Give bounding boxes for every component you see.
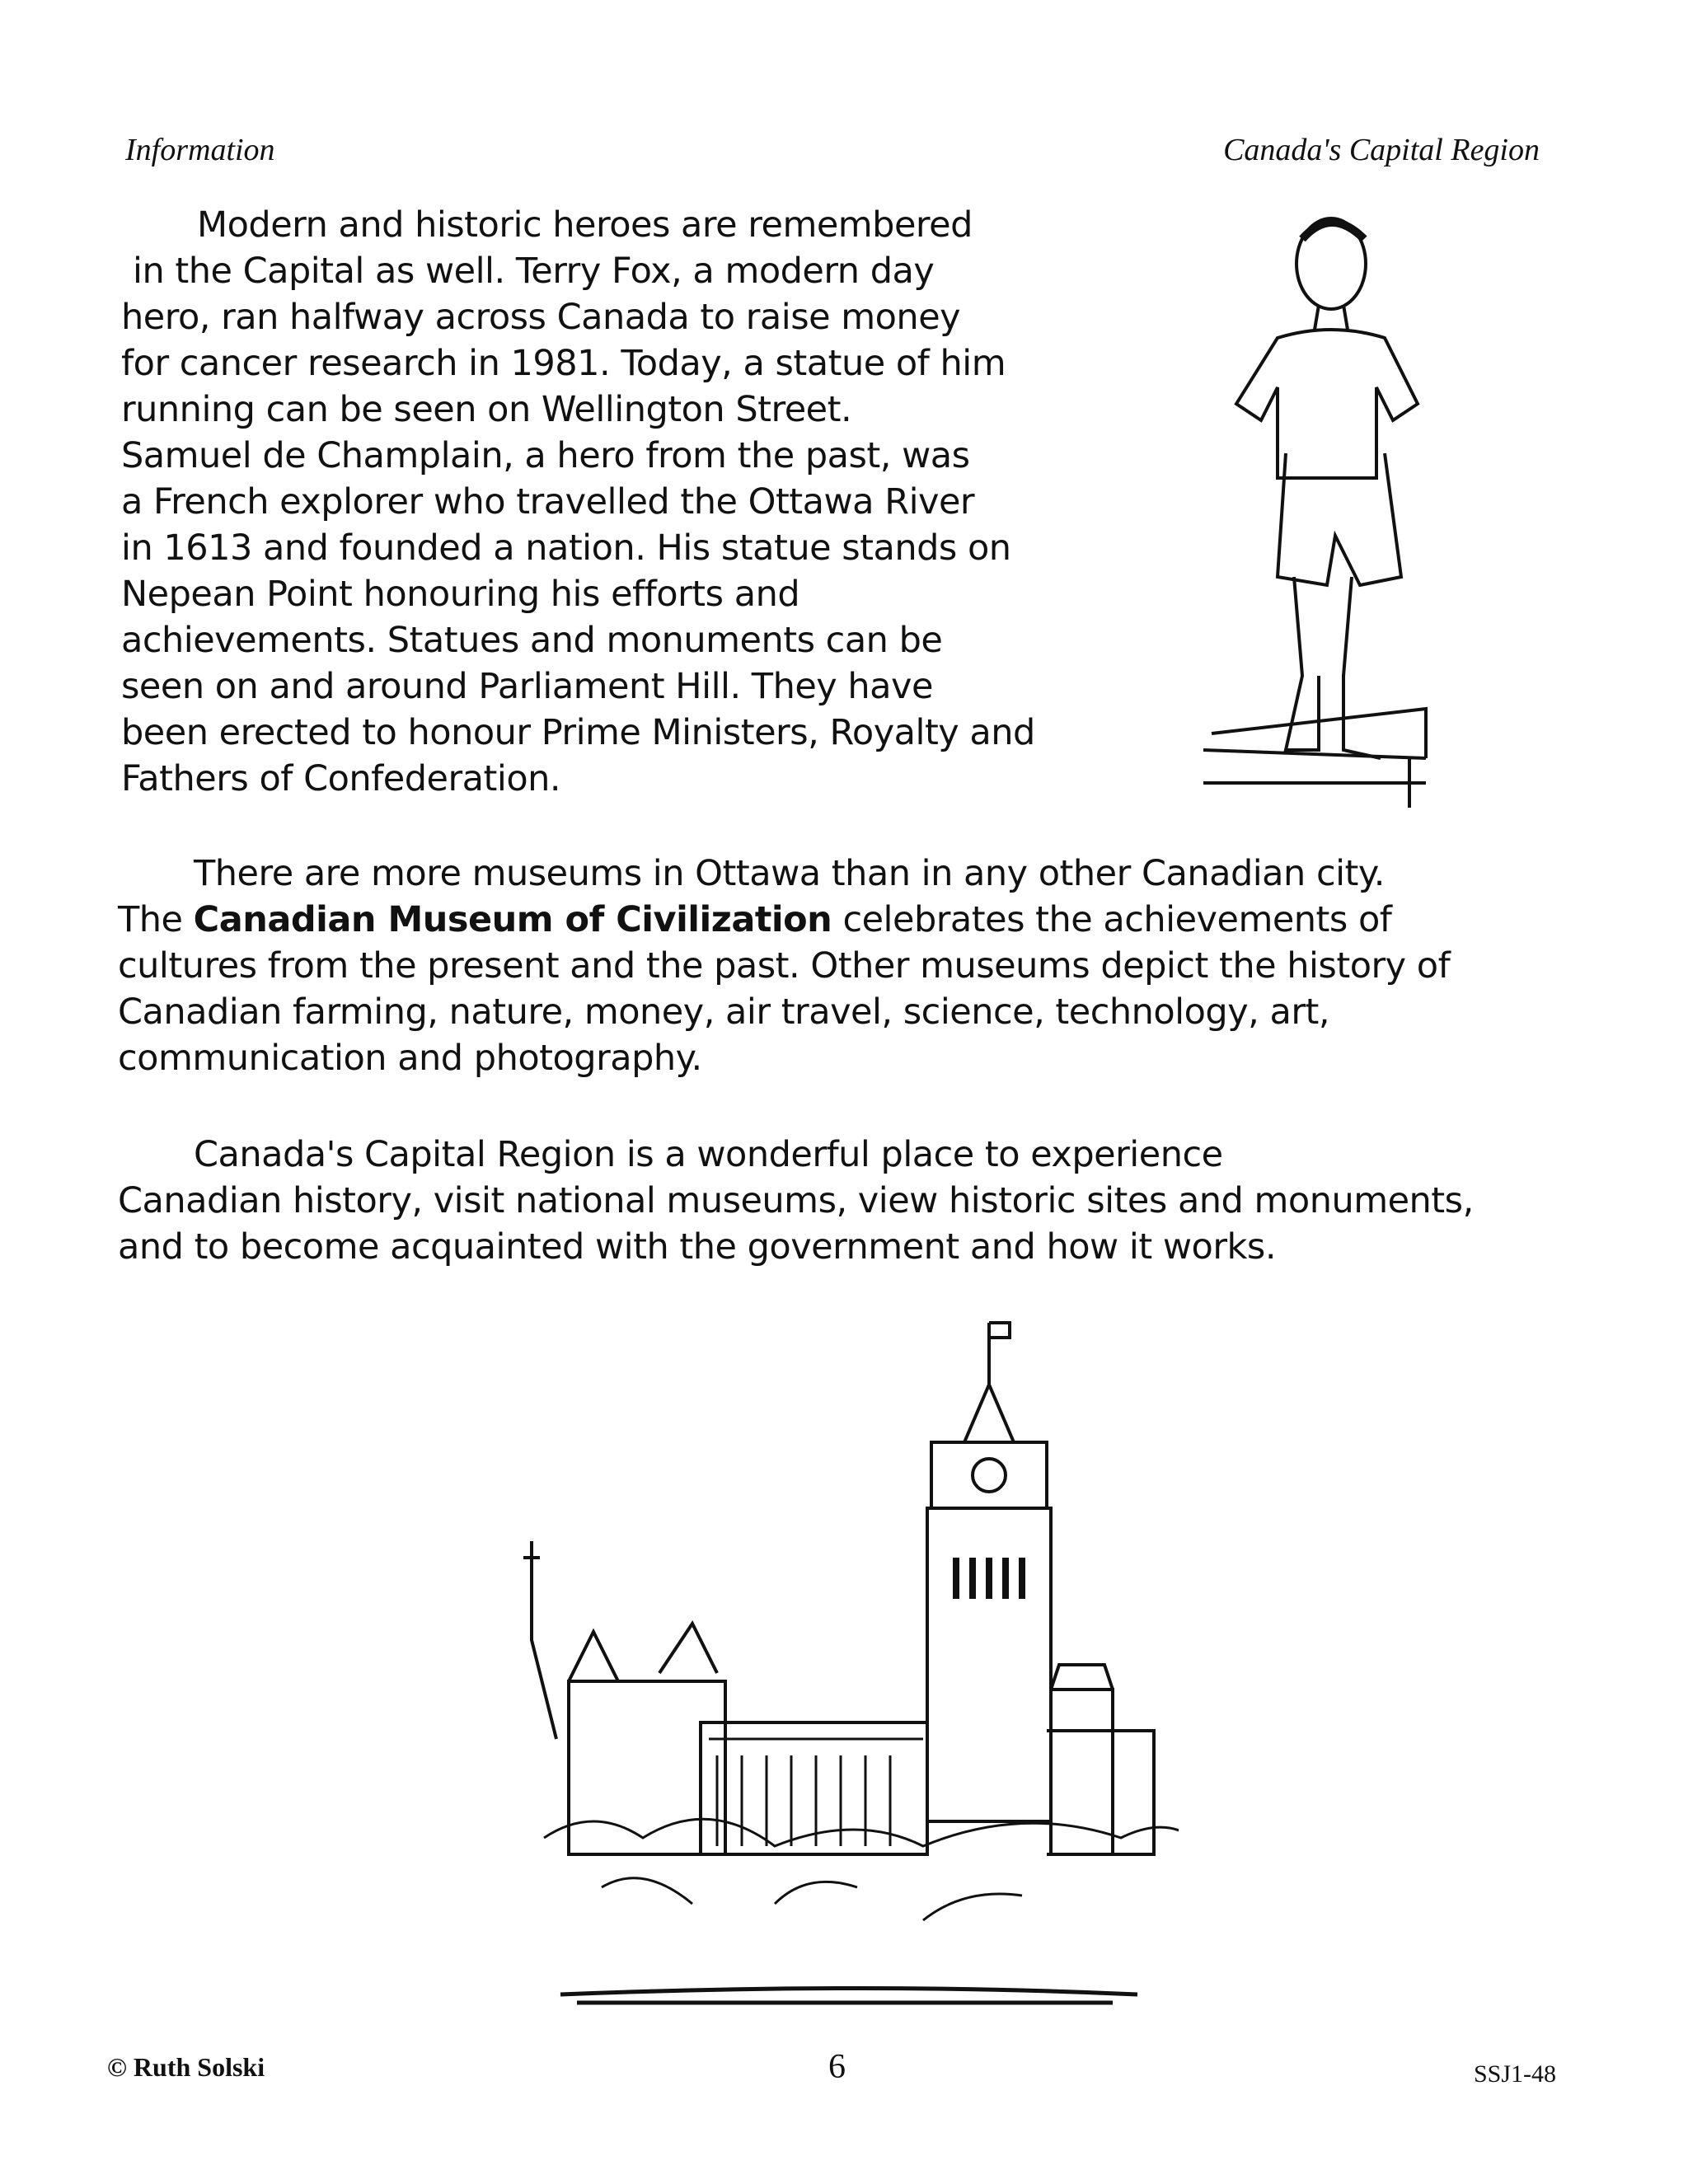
text-line: a French explorer who travelled the Ottawa River: [121, 481, 975, 523]
text-line: running can be seen on Wellington Street.: [121, 389, 852, 430]
text-line: communication and photography.: [118, 1038, 702, 1079]
text-line: Nepean Point honouring his efforts and: [121, 574, 800, 615]
footer-code: SSJ1-48: [1474, 2060, 1557, 2088]
text-segment: The: [118, 899, 194, 940]
header-section-label: Information: [125, 133, 275, 167]
text-line: Canadian farming, nature, money, air travel, science, technology, art,: [118, 991, 1330, 1033]
paragraph-heroes: [121, 202, 1035, 802]
parliament-hill-illustration: [519, 1310, 1179, 2019]
header-title: Canada's Capital Region: [1223, 133, 1540, 167]
text-line: Fathers of Confederation.: [121, 758, 561, 799]
text-line: in 1613 and founded a nation. His statue stands on: [121, 527, 1011, 569]
text-line: Canadian history, visit national museums, view historic sites and monuments,: [118, 1180, 1474, 1221]
text-segment: celebrates the achievements of: [832, 899, 1392, 940]
text-line: [118, 897, 1450, 943]
paragraph-museums: [118, 851, 1450, 1081]
footer-copyright: © Ruth Solski: [107, 2052, 265, 2082]
paragraph-capital-region: [118, 1132, 1474, 1270]
text-line: Modern and historic heroes are remembered: [197, 204, 973, 246]
page-number: 6: [828, 2048, 846, 2086]
text-line: achievements. Statues and monuments can be: [121, 620, 943, 661]
text-line: seen on and around Parliament Hill. They have: [121, 666, 933, 707]
museum-name-bold: Canadian Museum of Civilization: [193, 899, 832, 940]
text-line: cultures from the present and the past. Other museums depict the history of: [118, 945, 1451, 987]
text-line: in the Capital as well. Terry Fox, a modern day: [133, 251, 935, 292]
text-line: Samuel de Champlain, a hero from the past, was: [121, 435, 970, 476]
text-line: hero, ran halfway across Canada to raise money: [121, 297, 961, 338]
text-line: for cancer research in 1981. Today, a statue of him: [121, 343, 1006, 384]
terry-fox-statue-illustration: [1187, 206, 1475, 816]
text-line: been erected to honour Prime Ministers, Royalty and: [121, 712, 1035, 753]
text-line: There are more museums in Ottawa than in any other Canadian city.: [194, 853, 1385, 894]
text-line: Canada's Capital Region is a wonderful place to experience: [194, 1134, 1223, 1175]
text-line: and to become acquainted with the government and how it works.: [118, 1226, 1276, 1268]
